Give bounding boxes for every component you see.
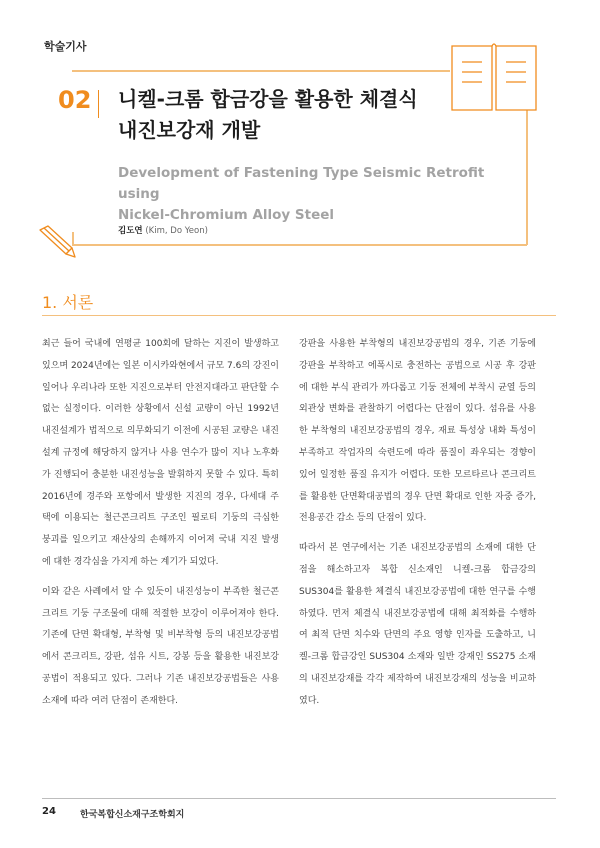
title-frame-top [72,70,450,72]
journal-name: 한국복합신소재구조학회지 [80,810,185,820]
title-frame-right [526,110,528,245]
body-paragraph: 따라서 본 연구에서는 기존 내진보강공법의 소재에 대한 단점을 해소하고자 복합 신소재인 니켈-크롬 합금강의 SUS304를 활용한 체결식 내진보강공법에 대한 연구를 수행하였다. 먼저 체결식 내진보강공법에 대해 최적화를 수행하여 최적 단면 치수와 단면의 주요 영향 인자를 도출하고, 니켈-크롬 합금강인 SUS304 소재와 일반 강재인 SS275 소재의 내진보강재를 각각 제작하여 내진보강재의 성능을 비교하였다. [299,543,536,706]
page-number: 24 [42,806,56,817]
body-column-right [299,334,536,721]
title-ko-line-1: 니켈-크롬 합금강을 활용한 체결식 [118,87,418,111]
body-column-left [42,334,279,721]
title-en-line-2: Nickel-Chromium Alloy Steel [118,207,335,223]
author [118,224,208,236]
section-heading: 1. 서론 [42,293,94,312]
author-name-english: (Kim, Do Yeon) [145,226,208,236]
article-title-english [118,163,508,226]
number-divider [98,90,99,118]
open-book-icon [448,40,540,112]
pencil-icon [32,224,76,260]
article-number: 02 [58,86,92,114]
section-rule [42,315,556,316]
body-paragraph: 최근 들어 국내에 연평균 100회에 달하는 지진이 발생하고 있으며 2024년에는 일본 이시카와현에서 규모 7.6의 강진이 일어나 우리나라 또한 지진으로부터 안전지대라고 판단할 수 없는 실정이다. 이러한 상황에서 신설 교량이 아닌 1992년 내진설계가 법적으로 의무화되기 이전에 시공된 교량은 내진설계 규정에 해당하지 않거나 사용 연수가 많이 지나 노후화가 진행되어 충분한 내진성능을 발휘하지 못할 수 있다. 특히 2016년에 경주와 포항에서 발생한 지진의 경우, 다세대 주택에 이용되는 철근콘크리트 구조인 필로티 기둥의 극심한 붕괴를 일으키고 재산상의 손해까지 이어져 국내 지진 발생에 대한 경각심을 가지게 하는 계기가 되었다. [42,339,279,567]
title-en-line-1: Development of Fastening Type Seismic Retrofit using [118,165,485,202]
title-frame-bottom [72,244,527,246]
footer-rule [42,798,556,799]
author-name: 김도연 [118,226,143,236]
article-title-korean [118,84,458,146]
section-label: 학술기사 [44,40,87,53]
body-paragraph: 강판을 사용한 부착형의 내진보강공법의 경우, 기존 기둥에 강판을 부착하고 에폭시로 충전하는 공법으로 시공 후 강판에 대한 부식 관리가 까다롭고 기둥 전체에 부착시 균열 등의 외관상 변화를 관찰하기 어렵다는 단점이 있다. 섬유를 사용한 부착형의 내진보강공법의 경우, 재료 특성상 내화 특성이 부족하고 작업자의 숙련도에 따라 품질이 좌우되는 경향이 있어 일정한 품질 유지가 어렵다. 또한 모르타르나 콘크리트를 활용한 단면확대공법의 경우 단면 확대로 인한 자중 증가, 전용공간 감소 등의 단점이 있다. [299,339,536,524]
title-ko-line-2: 내진보강재 개발 [118,118,261,142]
body-paragraph: 이와 같은 사례에서 알 수 있듯이 내진성능이 부족한 철근콘크리트 기둥 구조물에 대해 적절한 보강이 이루어져야 한다. 기존에 단면 확대형, 부착형 및 비부착형 등의 내진보강공법에서 콘크리트, 강판, 섬유 시트, 강봉 등을 활용한 내진보강공법이 적용되고 있다. 그러나 기존 내진보강공법들은 사용 소재에 따라 여러 단점이 존재한다. [42,586,279,706]
